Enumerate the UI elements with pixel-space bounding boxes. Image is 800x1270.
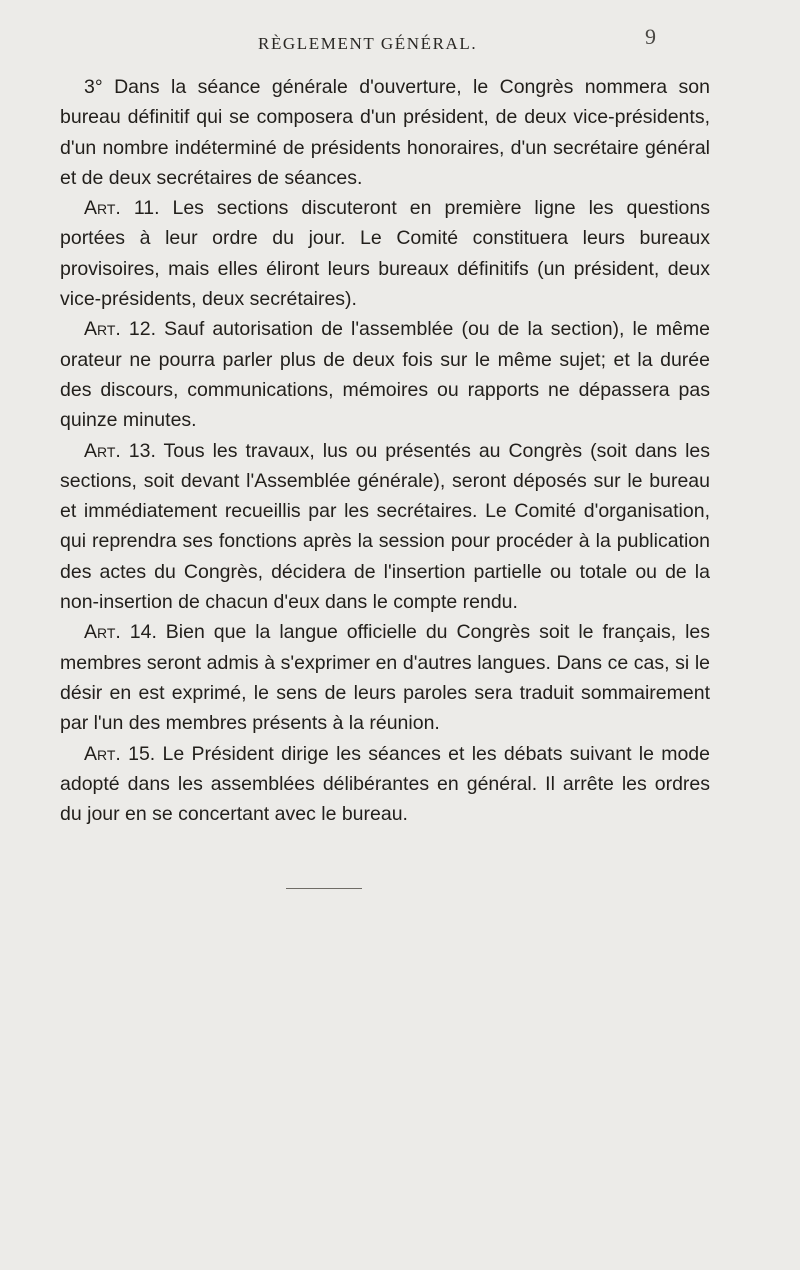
end-rule-divider (286, 888, 362, 889)
paragraph-text: Le Président dirige les séances et les débats suivant le mode adopté dans les assemblées délibérantes en général. Il arrête les ordres du jour en se concertant avec le bureau. (60, 742, 710, 826)
paragraph-article-12 (60, 314, 710, 435)
article-label: Art. 14. (84, 621, 157, 644)
article-label: Art. 13. (84, 439, 156, 462)
paragraph-article-13 (60, 436, 710, 618)
page-number: 9 (645, 24, 656, 49)
article-label: Art. 11. (84, 197, 160, 220)
article-label: Art. 15. (84, 742, 156, 765)
running-title: RÈGLEMENT GÉNÉRAL. (258, 34, 478, 53)
article-label: Art. 12. (84, 318, 157, 341)
paragraph-article-11 (60, 193, 710, 314)
paragraph-text: Sauf autorisation de l'assemblée (ou de la section), le même orateur ne pourra parler plus de deux fois sur le même sujet; et la durée des discours, communications, mémoires ou rapports ne dépassera pas quinze minutes. (60, 318, 710, 432)
paragraph-article-14 (60, 617, 710, 738)
paragraph-text: Les sections discuteront en première ligne les questions portées à leur ordre du jour. Le Comité constituera leurs bureaux provisoires, mais elles éliront leurs bureaux définitifs (un président, deux vice-présidents, deux secrétaires). (60, 197, 710, 311)
body-text (60, 72, 710, 829)
paragraph-text: Bien que la langue officielle du Congrès soit le français, les membres seront admis à s'exprimer en d'autres langues. Dans ce cas, si le désir en est exprimé, le sens de leurs paroles sera traduit sommairement par l'un des membres présents à la réunion. (60, 621, 710, 735)
running-header (0, 24, 800, 60)
paragraph-text: 3° Dans la séance générale d'ouverture, le Congrès nommera son bureau définitif qui se composera d'un président, de deux vice-présidents, d'un nombre indéterminé de présidents honoraires, d'un secrétaire général et de deux secrétaires de séances. (60, 76, 710, 189)
paragraph-article-15 (60, 739, 710, 830)
paragraph-item-3 (60, 72, 710, 193)
paragraph-text: Tous les travaux, lus ou présentés au Congrès (soit dans les sections, soit devant l'Assemblée générale), seront déposés sur le bureau et immédiatement recueillis par les secrétaires. Le Comité d'organisation, qui reprendra ses fonctions après la session pour procéder à la publication des actes du Congrès, décidera de l'insertion partielle ou totale ou de la non-insertion de chacun d'eux dans le compte rendu. (60, 439, 711, 614)
